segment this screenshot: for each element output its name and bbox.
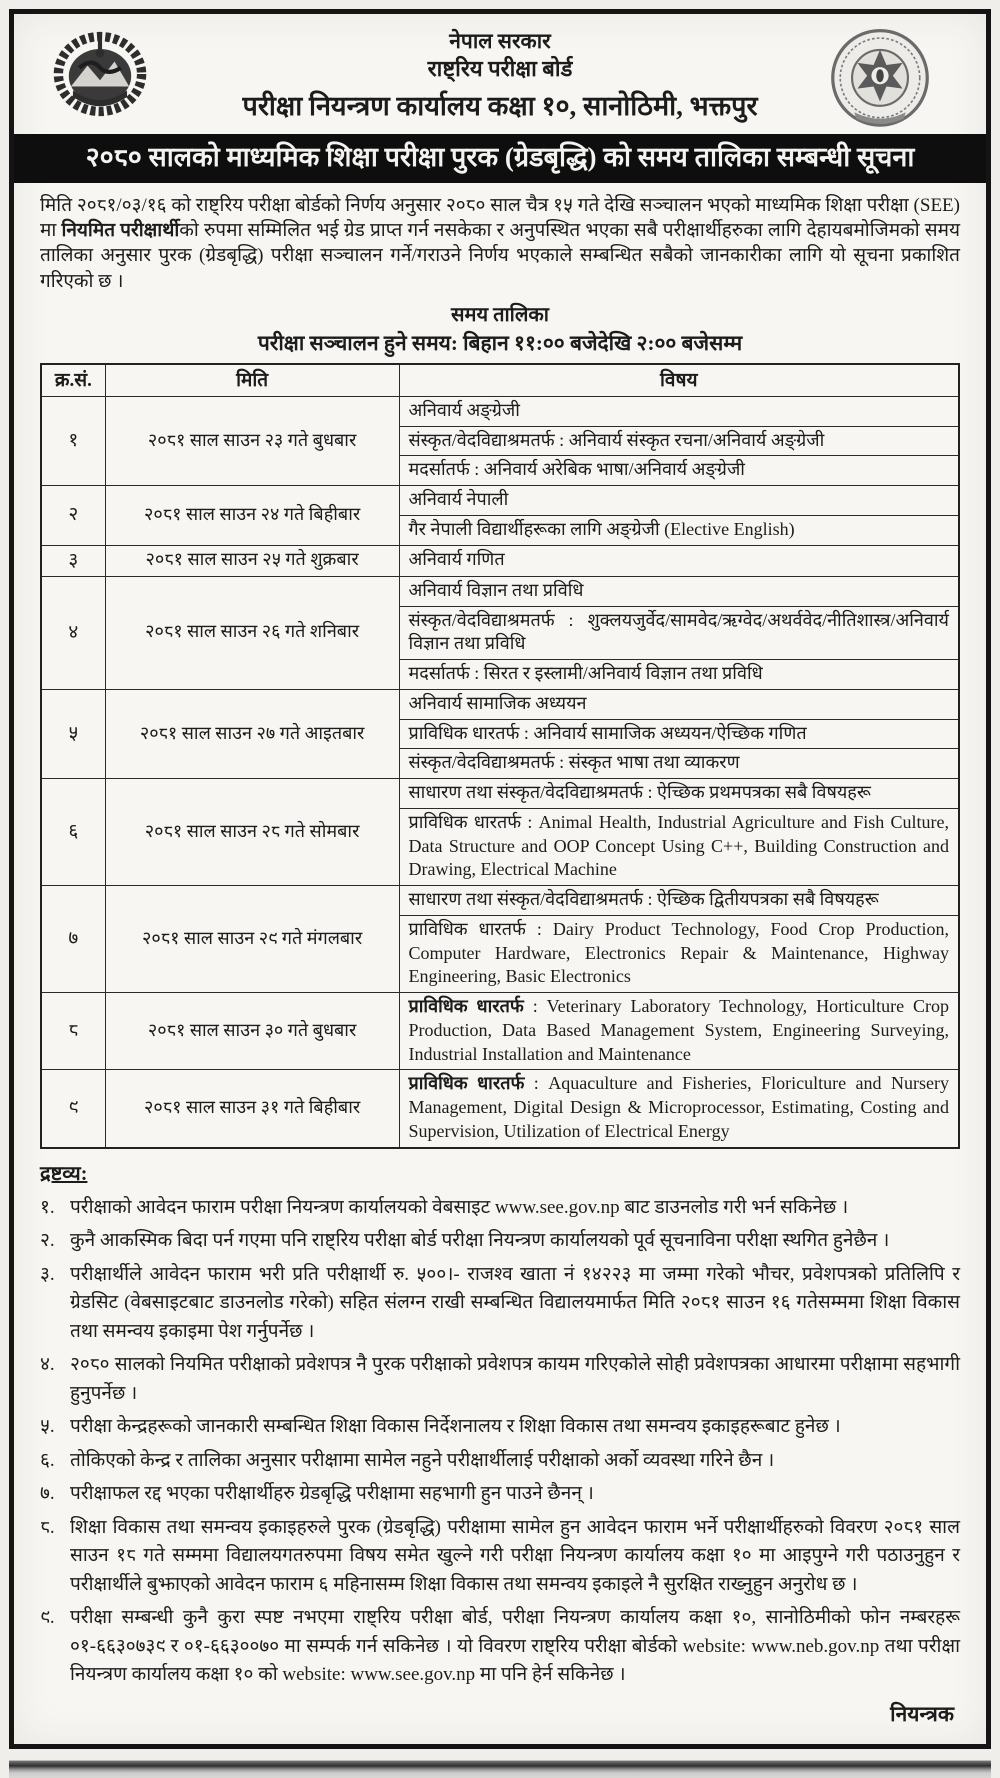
row-serial-number: १ bbox=[41, 396, 105, 485]
exam-time-line: परीक्षा सञ्चालन हुने समय: बिहान ११:०० बजेदेखि २:०० बजेसम्म bbox=[257, 330, 743, 355]
note-item bbox=[40, 1514, 960, 1600]
subject-cell: मदर्सातर्फ : सिरत र इस्लामी/अनिवार्य विज्ञान तथा प्रविधि bbox=[399, 660, 959, 690]
note-text: २०८० सालको नियमित परीक्षाको प्रवेशपत्र नै पुरक परीक्षाको प्रवेशपत्र कायम गरिएकोले सोही प्रवेशपत्रका आधारमा परीक्षामा सहभागी हुनुपर्नेछ । bbox=[70, 1354, 960, 1404]
notice-title-banner: २०८० सालको माध्यमिक शिक्षा परीक्षा पुरक (ग्रेडबृद्धि) को समय तालिका सम्बन्धी सूचना bbox=[14, 134, 986, 183]
subject-cell: प्राविधिक धारतर्फ : Aquaculture and Fisheries, Floriculture and Nursery Management, Digital Design & Microprocessor, Estimating, Costing and Supervision, Utilization of Electrical Energy bbox=[399, 1070, 959, 1148]
subject-cell: संस्कृत/वेदविद्याश्रमतर्फ : संस्कृत भाषा तथा व्याकरण bbox=[399, 749, 959, 779]
subject-cell: अनिवार्य विज्ञान तथा प्रविधि bbox=[399, 576, 959, 606]
intro-paragraph bbox=[40, 193, 960, 294]
row-serial-number: ७ bbox=[41, 886, 105, 993]
subject-cell: साधारण तथा संस्कृत/वेदविद्याश्रमतर्फ : ऐच्छिक द्वितीयपत्रका सबै विषयहरू bbox=[399, 886, 959, 916]
subject-cell: प्राविधिक धारतर्फ : Veterinary Laboratory Technology, Horticulture Crop Production, Data Based Management System, Engineering Surveying, Industrial Installation and Maintenance bbox=[399, 993, 959, 1070]
row-serial-number: ९ bbox=[41, 1070, 105, 1148]
intro-post: को रुपमा सम्मिलित भई ग्रेड प्राप्त गर्न नसकेका र अनुपस्थित भएका सबै परीक्षार्थीहरुका लागि देहायबमोजिमको समय तालिका अनुसार पुरक (ग्रेडबृद्धि) परीक्षा सञ्चालन गर्ने/गराउने निर्णय भएकाले सम्बन्धित सबैको जानकारीका लागि यो सूचना प्रकाशित गरिएको छ । bbox=[40, 220, 960, 292]
subject-cell: प्राविधिक धारतर्फ : Dairy Product Technology, Food Crop Production, Computer Hardware, Electronics Repair & Maintenance, Highway Engineering, Basic Electronics bbox=[399, 915, 959, 992]
subject-cell: प्राविधिक धारतर्फ : Animal Health, Industrial Agriculture and Fish Culture, Data Structure and OOP Concept Using C++, Building Construction and Drawing, Electrical Machine bbox=[399, 808, 959, 885]
office-line: परीक्षा नियन्त्रण कार्यालय कक्षा १०, सानोठिमी, भक्तपुर bbox=[242, 90, 758, 121]
subject-cell: अनिवार्य नेपाली bbox=[399, 486, 959, 516]
table-header-row bbox=[41, 364, 959, 397]
notes-heading: द्रष्टव्य: bbox=[40, 1162, 88, 1185]
note-text: परीक्षाको आवेदन फाराम परीक्षा नियन्त्रण कार्यालयको वेबसाइट www.see.gov.np बाट डाउनलोड गरी भर्न सकिनेछ । bbox=[70, 1196, 849, 1218]
schedule-table-body bbox=[41, 396, 959, 1147]
note-item bbox=[40, 1447, 960, 1476]
subject-cell: मदर्सातर्फ : अनिवार्य अरेबिक भाषा/अनिवार्य अङ्ग्रेजी bbox=[399, 456, 959, 486]
intro-pre: मिति २०८१/०३/१६ को राष्ट्रिय परीक्षा बोर्डको निर्णय अनुसार २०८० साल चैत्र १५ गते देखि सञ्चालन भएको माध्यमिक शिक्षा परीक्षा (SEE) मा bbox=[40, 194, 960, 242]
note-text: शिक्षा विकास तथा समन्वय इकाइहरुले पुरक (ग्रेडबृद्धि) परीक्षामा सामेल हुन आवेदन फाराम भर्ने परीक्षार्थीहरुको विवरण २०८१ साल साउन १८ गते सम्ममा विद्यालयगतरुपमा विषय समेत खुल्ने गरी परीक्षा नियन्त्रण कार्यालय कक्षा १० मा आइपुग्ने गरी पठाउनुहुन र परीक्षार्थीले बुझाएको आवेदन फाराम ६ महिनासम्म शिक्षा विकास तथा समन्वय इकाइले नै सुरक्षित राख्नुहुन अनुरोध छ । bbox=[70, 1516, 960, 1595]
note-number: १. bbox=[40, 1196, 55, 1218]
government-line: नेपाल सरकार bbox=[449, 29, 551, 53]
board-line: राष्ट्रिय परीक्षा बोर्ड bbox=[427, 56, 573, 82]
note-text: तोकिएको केन्द्र र तालिका अनुसार परीक्षामा सामेल नहुने परीक्षार्थीलाई परीक्षाको अर्को व्यवस्था गरिने छैन । bbox=[70, 1449, 775, 1471]
subject-cell: गैर नेपाली विद्यार्थीहरूका लागि अङ्ग्रेजी (Elective English) bbox=[399, 515, 959, 545]
exam-date: २०८१ साल साउन ३० गते बुधबार bbox=[105, 993, 399, 1070]
table-row bbox=[41, 779, 959, 809]
note-number: ७. bbox=[40, 1483, 55, 1505]
row-serial-number: ३ bbox=[41, 545, 105, 576]
controller-signature: नियन्त्रक bbox=[890, 1701, 954, 1726]
note-item bbox=[40, 1351, 960, 1408]
note-item bbox=[40, 1604, 960, 1690]
note-text: परीक्षाफल रद्द भएका परीक्षार्थीहरु ग्रेडबृद्धि परीक्षामा सहभागी हुन पाउने छैनन् । bbox=[70, 1483, 594, 1505]
row-serial-number: ४ bbox=[41, 576, 105, 689]
exam-date: २०८१ साल साउन २५ गते शुक्रबार bbox=[105, 545, 399, 576]
subject-cell: संस्कृत/वेदविद्याश्रमतर्फ : शुक्लयजुर्वेद/सामवेद/ऋग्वेद/अथर्ववेद/नीतिशास्त्र/अनिवार्य विज्ञान तथा प्रविधि bbox=[399, 606, 959, 660]
exam-date: २०८१ साल साउन २४ गते बिहीबार bbox=[105, 486, 399, 546]
subject-cell: अनिवार्य अङ्ग्रेजी bbox=[399, 396, 959, 426]
subject-cell: साधारण तथा संस्कृत/वेदविद्याश्रमतर्फ : ऐच्छिक प्रथमपत्रका सबै विषयहरू bbox=[399, 779, 959, 809]
note-number: ३. bbox=[40, 1263, 55, 1285]
row-serial-number: २ bbox=[41, 486, 105, 546]
table-row bbox=[41, 396, 959, 426]
note-number: ४. bbox=[40, 1354, 55, 1376]
notice-border-frame bbox=[9, 9, 991, 1749]
exam-date: २०८१ साल साउन २६ गते शनिबार bbox=[105, 576, 399, 689]
note-text: परीक्षा केन्द्रहरूको जानकारी सम्बन्धित शिक्षा विकास निर्देशनालय र शिक्षा विकास तथा समन्वय इकाइहरूबाट हुनेछ । bbox=[70, 1416, 841, 1438]
note-number: ८. bbox=[40, 1516, 55, 1538]
table-row bbox=[41, 689, 959, 719]
header-date: मिति bbox=[105, 364, 399, 397]
note-item bbox=[40, 1227, 960, 1256]
national-examination-board-seal-icon bbox=[826, 22, 934, 138]
note-text: परीक्षार्थीले आवेदन फाराम भरी प्रति परीक्षार्थी रु. ५००।- राजश्व खाता नं १४२२३ मा जम्मा गरेको भौचर, प्रवेशपत्रको प्रतिलिपि र ग्रेडसिट (वेबसाइटबाट डाउनलोड गरेको) सहित संलग्न राखी सम्बन्धित विद्यालयमार्फत मिति २०८१ साउन १६ गतेसम्ममा शिक्षा विकास तथा समन्वय इकाइमा पेश गर्नुपर्नेछ । bbox=[70, 1263, 960, 1342]
header-subject: विषय bbox=[399, 364, 959, 397]
notes-section bbox=[40, 1159, 960, 1690]
table-row bbox=[41, 1070, 959, 1148]
note-item bbox=[40, 1480, 960, 1509]
exam-date: २०८१ साल साउन २८ गते सोमबार bbox=[105, 779, 399, 886]
note-number: ५. bbox=[40, 1416, 55, 1438]
note-item bbox=[40, 1194, 960, 1223]
subject-cell: प्राविधिक धारतर्फ : अनिवार्य सामाजिक अध्ययन/ऐच्छिक गणित bbox=[399, 719, 959, 749]
subject-cell: अनिवार्य सामाजिक अध्ययन bbox=[399, 689, 959, 719]
intro-bold: नियमित परीक्षार्थी bbox=[61, 220, 180, 242]
note-item bbox=[40, 1413, 960, 1442]
header-serial-number: क्र.सं. bbox=[41, 364, 105, 397]
letterhead bbox=[14, 14, 986, 134]
schedule-title: समय तालिका bbox=[451, 303, 549, 326]
notes-list bbox=[40, 1194, 960, 1690]
scan-edge-strip bbox=[9, 1756, 991, 1778]
exam-date: २०८१ साल साउन २७ गते आइतबार bbox=[105, 689, 399, 778]
note-number: ९. bbox=[40, 1607, 55, 1629]
note-number: २. bbox=[40, 1230, 55, 1252]
note-text: कुनै आकस्मिक बिदा पर्न गएमा पनि राष्ट्रिय परीक्षा बोर्ड परीक्षा नियन्त्रण कार्यालयको पूर्व सूचनाविना परीक्षा स्थगित हुनेछैन । bbox=[70, 1230, 890, 1252]
note-item bbox=[40, 1261, 960, 1347]
table-row bbox=[41, 993, 959, 1070]
nepal-government-emblem-icon bbox=[48, 22, 152, 126]
exam-date: २०८१ साल साउन ३१ गते बिहीबार bbox=[105, 1070, 399, 1148]
exam-date: २०८१ साल साउन २३ गते बुधबार bbox=[105, 396, 399, 485]
subject-cell: अनिवार्य गणित bbox=[399, 545, 959, 576]
exam-date: २०८१ साल साउन २९ गते मंगलबार bbox=[105, 886, 399, 993]
table-row bbox=[41, 576, 959, 606]
exam-schedule-table bbox=[40, 363, 960, 1149]
note-text: परीक्षा सम्बन्धी कुनै कुरा स्पष्ट नभएमा राष्ट्रिय परीक्षा बोर्ड, परीक्षा नियन्त्रण कार्यालय कक्षा १०, सानोठिमीको फोन नम्बरहरू ०१-६६३०७३९ र ०१-६६३००७० मा सम्पर्क गर्न सकिनेछ । यो विवरण राष्ट्रिय परीक्षा बोर्डको website: www.neb.gov.np तथा परीक्षा नियन्त्रण कार्यालय कक्षा १० को website: www.see.gov.np मा पनि हेर्न सकिनेछ । bbox=[70, 1607, 960, 1686]
table-row bbox=[41, 886, 959, 916]
table-row bbox=[41, 545, 959, 576]
row-serial-number: ५ bbox=[41, 689, 105, 778]
subject-cell: संस्कृत/वेदविद्याश्रमतर्फ : अनिवार्य संस्कृत रचना/अनिवार्य अङ्ग्रेजी bbox=[399, 426, 959, 456]
table-row bbox=[41, 486, 959, 516]
row-serial-number: ६ bbox=[41, 779, 105, 886]
row-serial-number: ८ bbox=[41, 993, 105, 1070]
note-number: ६. bbox=[40, 1449, 55, 1471]
